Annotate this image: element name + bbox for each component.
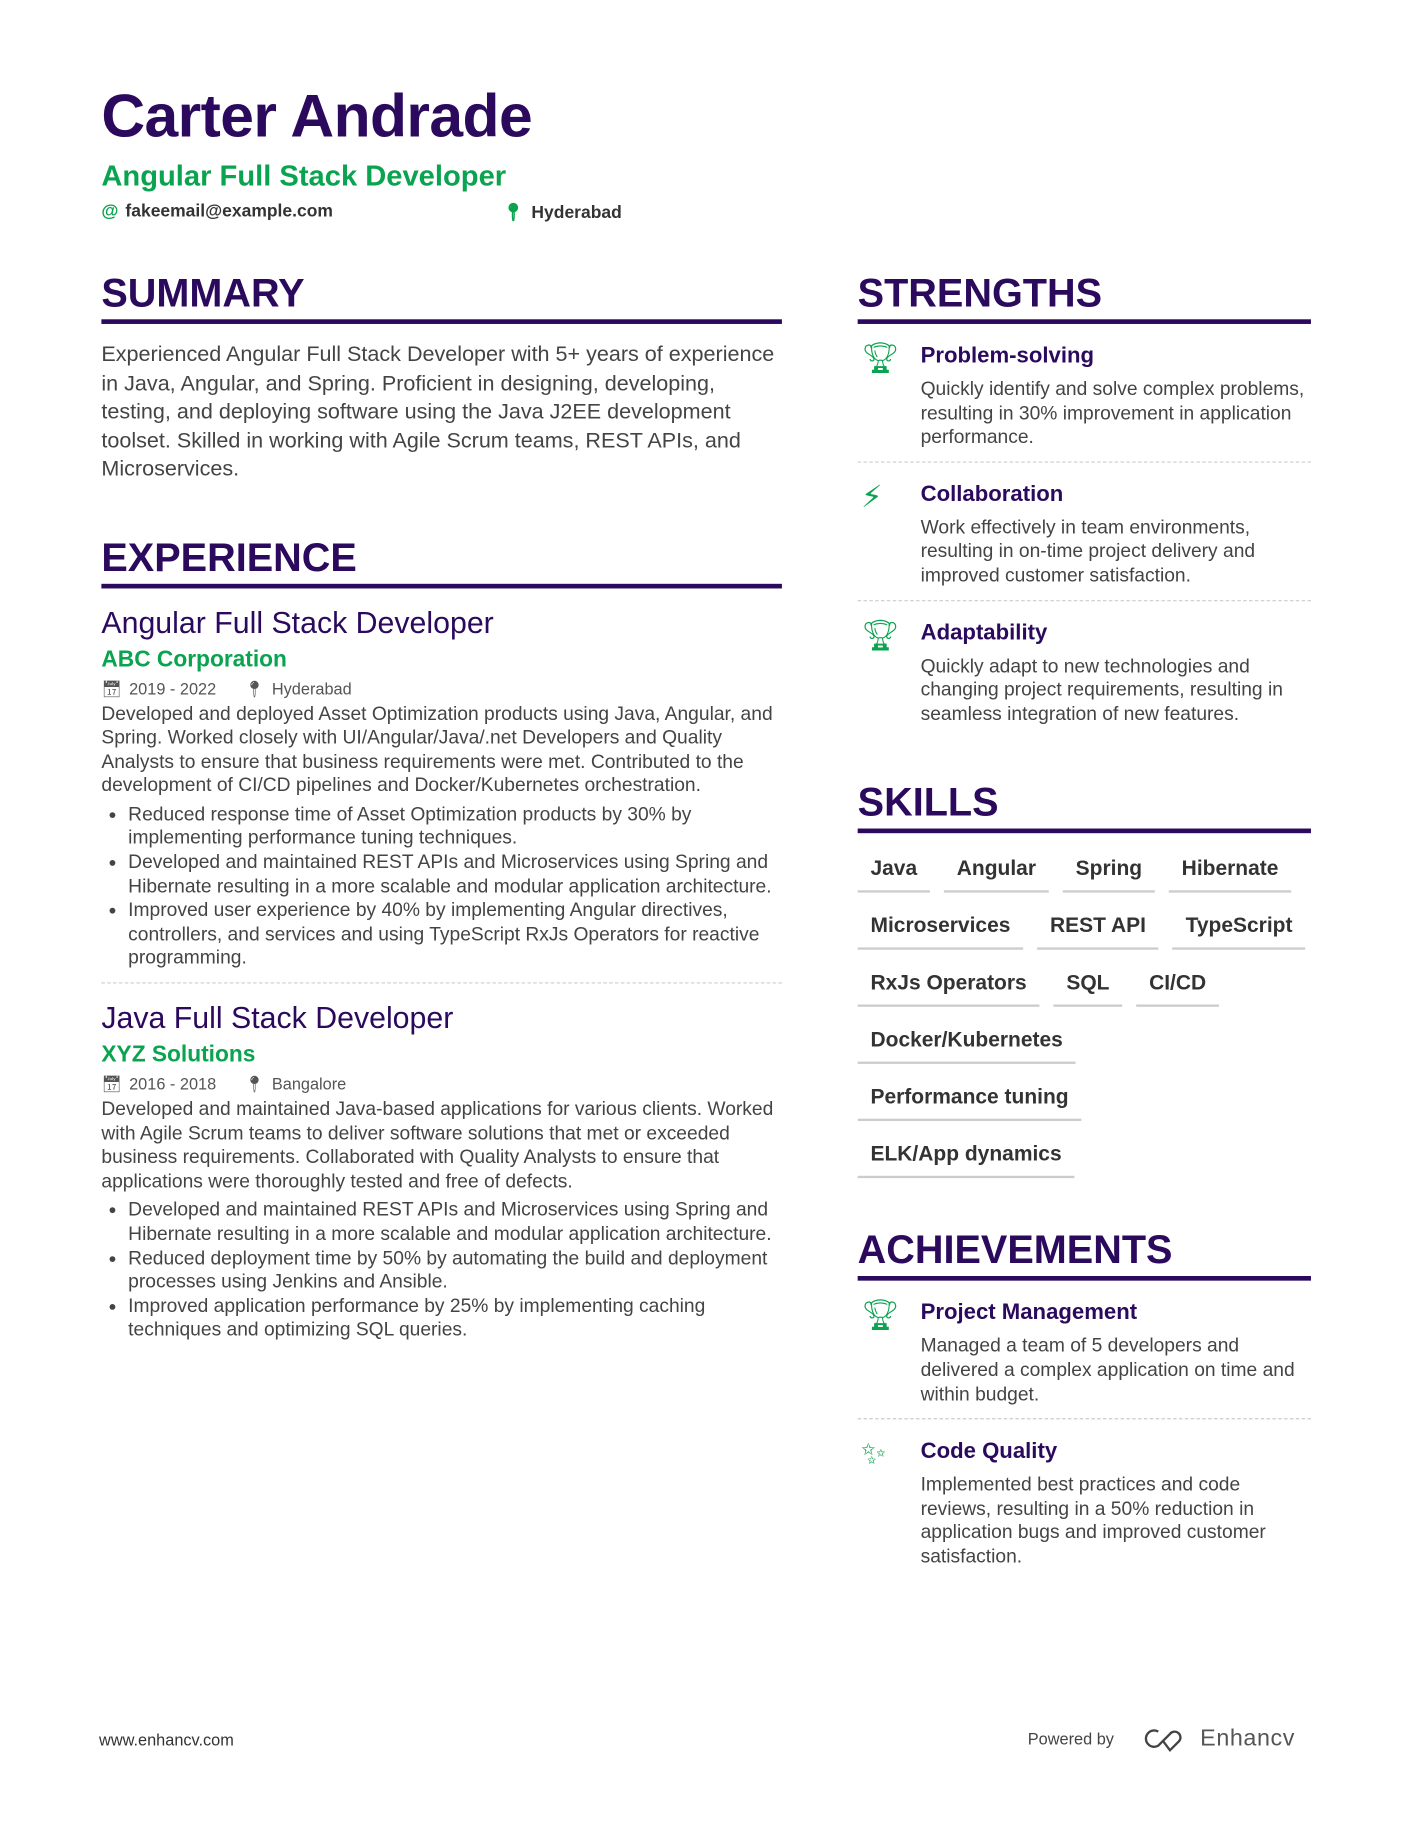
job-dates-wrap [101,1072,216,1095]
job-meta [101,676,782,699]
strengths-item-description: Work effectively in team environments, resulting in on-time project delivery and improved customer satisfaction. [920,517,1256,587]
skill-tag: TypeScript [1173,905,1305,950]
job-location: Bangalore [271,1074,347,1094]
strengths-heading: STRENGTHS [858,270,1311,324]
skill-tag: Docker/Kubernetes [858,1019,1076,1064]
strengths-item-title: Collaboration [920,482,1064,507]
skill-tag: Microservices [858,905,1024,950]
job-bullet: • Reduced response time of Asset Optimization products by 30% by implementing performance tuning techniques. [128,803,782,851]
job-bullets [101,1198,782,1342]
skill-tag: Java [858,848,930,893]
trophy-icon: 🏆︎ [861,617,900,653]
skill-tag: ELK/App dynamics [858,1133,1075,1178]
strengths-item [858,324,1311,462]
strengths-item-description: Quickly identify and solve complex problems, resulting in 30% improvement in application performance. [920,378,1305,448]
job-location-wrap [244,1072,346,1095]
job-meta [101,1072,782,1095]
candidate-title: Angular Full Stack Developer [101,159,507,193]
job-bullet: • Improved user experience by 40% by implementing Angular directives, controllers, and services and using TypeScript RxJs Operators for reactive programming. [128,899,782,971]
job-dates-wrap [101,676,216,699]
skill-tag: Angular [944,848,1049,893]
location-pin-icon: 📍︎ [244,1074,265,1094]
contact-location [502,202,622,223]
job-location-wrap [244,676,352,699]
strengths-item-description: Quickly adapt to new technologies and changing project requirements, resulting in seamless integration of new features. [920,655,1283,725]
achievements-item-description: Implemented best practices and code reviews, resulting in a 50% reduction in application bugs and improved customer satisfaction. [920,1474,1266,1568]
location-text: Hyderabad [531,202,622,223]
achievements-item [858,1419,1311,1580]
brand-name: Enhancv [1200,1725,1295,1751]
skills-heading: SKILLS [858,780,1311,834]
calendar-icon: 📅︎ [101,678,123,698]
footer-branding [1028,1725,1295,1753]
job-title: Angular Full Stack Developer [101,604,494,640]
magic-wand-icon: ✨︎ [861,1435,887,1471]
summary-text: Experienced Angular Full Stack Developer with 5+ years of experience in Java, Angular, and Spring. Proficient in designing, developing, testing, and deploying software using the Java J2EE development toolset. Skilled in working with Agile Scrum teams, REST APIs, and Microservices. [101,341,775,481]
skill-tag: REST API [1037,905,1159,950]
job-dates: 2016 - 2018 [129,1074,217,1094]
skill-tag: Spring [1063,848,1155,893]
candidate-name: Carter Andrade [101,82,533,151]
skill-tag: SQL [1054,962,1123,1007]
trophy-icon: 🏆︎ [861,340,900,376]
calendar-icon: 📅︎ [101,1074,123,1094]
right-column [858,270,1311,1580]
skill-tag: Hibernate [1169,848,1291,893]
job-dates: 2019 - 2022 [129,678,217,698]
job-divider [101,982,782,983]
left-column [101,270,782,1342]
skill-tag: Performance tuning [858,1076,1082,1121]
skills-list [858,834,1311,1191]
contact-email [101,202,333,222]
skill-tag: CI/CD [1136,962,1219,1007]
job-bullet: • Developed and maintained REST APIs and Microservices using Spring and Hibernate resulting in a more scalable and modular application architecture. [128,1198,782,1246]
achievements-item-title: Project Management [920,1300,1138,1326]
achievements-list [858,1281,1311,1581]
achievements-heading: ACHIEVEMENTS [858,1227,1311,1281]
strengths-item-title: Adaptability [920,620,1048,646]
job-description: Developed and deployed Asset Optimization products using Java, Angular, and Spring. Worked closely with UI/Angular/Java/.net Developers and Quality Analysts to ensure that business requirements were met. Contributed to the development of CI/CD pipelines and Docker/Kubernetes orchestration. [101,703,773,797]
strengths-item-title: Problem-solving [920,343,1095,369]
email-text: fakeemail@example.com [125,201,333,222]
location-pin-icon: 📍︎ [244,678,265,698]
skill-tag: RxJs Operators [858,962,1040,1007]
job-title: Java Full Stack Developer [101,999,454,1035]
job-bullet: • Developed and maintained REST APIs and Microservices using Spring and Hibernate resulting in a more scalable and modular application architecture. [128,851,782,899]
achievements-item-description: Managed a team of 5 developers and delivered a complex application on time and within budget. [920,1335,1295,1405]
experience-heading: EXPERIENCE [101,534,782,588]
job-description: Developed and maintained Java-based applications for various clients. Worked with Agile Scrum teams to deliver software solutions that met or exceeded business requirements. Collaborated with Quality Analysts to ensure that applications were thoroughly tested and free of defects. [101,1098,774,1192]
strengths-item [858,601,1311,738]
powered-by-text: Powered by [1027,1729,1114,1748]
location-pin-icon: 📍︎ [502,202,525,223]
footer-website[interactable]: www.enhancv.com [99,1730,234,1750]
job-bullet: • Improved application performance by 25% by implementing caching techniques and optimizing SQL queries. [128,1294,782,1342]
job-entry [101,998,782,1343]
job-entry [101,602,782,971]
job-bullets [101,803,782,971]
strengths-item [858,462,1311,600]
achievements-item [858,1281,1311,1419]
lightning-icon: ⚡︎ [861,478,883,514]
job-location: Hyderabad [271,678,352,698]
at-icon: @ [101,201,119,222]
strengths-list [858,324,1311,738]
enhancv-logo-icon [1142,1725,1189,1753]
summary-heading: SUMMARY [101,270,782,324]
experience-list [101,602,782,1343]
achievements-item-title: Code Quality [920,1439,1058,1464]
trophy-icon: 🏆︎ [861,1297,900,1333]
company-name: XYZ Solutions [101,1041,256,1068]
job-bullet: • Reduced deployment time by 50% by automating the build and deployment processes using Jenkins and Ansible. [128,1246,782,1294]
company-name: ABC Corporation [101,646,287,672]
